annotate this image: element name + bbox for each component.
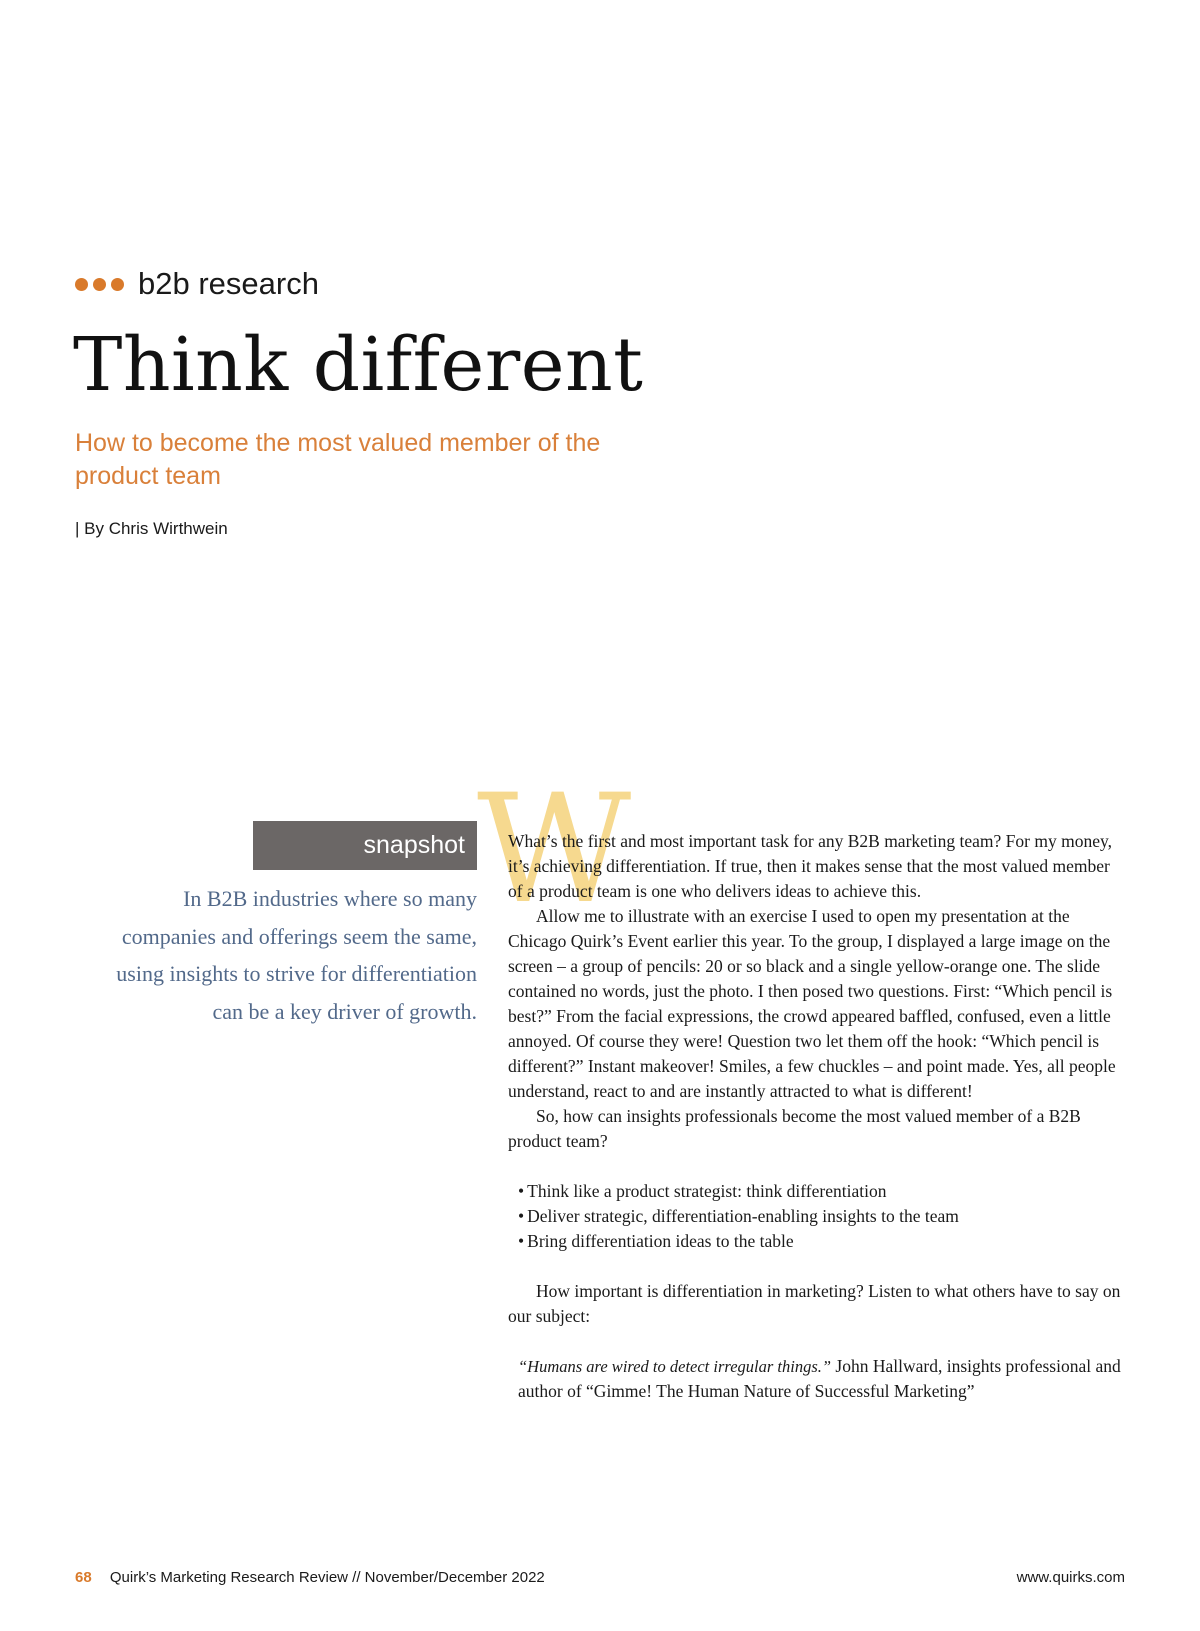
quote-text: “Humans are wired to detect irregular things.” [518,1357,832,1376]
article-paragraph: So, how can insights professionals become the most valued member of a B2B product team? [508,1106,1081,1151]
bullet-item: • Deliver strategic, differentiation-enabling insights to the team [518,1204,1126,1229]
footer-url: www.quirks.com [1016,1569,1125,1586]
article-subtitle: How to become the most valued member of the product team [75,429,601,490]
article-paragraph: Allow me to illustrate with an exercise I used to open my presentation at the Chicago Quirk’s Event earlier this year. To the group, I displayed a large image on the screen – a group of pencils: 20 or so black and a single yellow-orange one. The slide contained no words, just the photo. I then posed two questions. First: “Which pencil is best?” From the facial expressions, the crowd appeared baffled, confused, even a little annoyed. Of course they were! Question two let them off the hook: “Which pencil is different?” Instant makeover! Smiles, a few chuckles – and point made. Yes, all people understand, react to and are instantly attracted to what is different! [508,906,1116,1101]
snapshot-text: In B2B industries where so many companies and offerings seem the same, using insights to strive for differentiation can be a key driver of growth. [116,886,477,1024]
article-title: Think different [73,322,644,408]
publication-name: Quirk’s Marketing Research Review // November/December 2022 [109,1569,545,1586]
pull-quote [508,1354,1126,1404]
section-label: b2b research [138,266,319,301]
section-dots-icon [75,278,124,291]
bullet-item: • Bring differentiation ideas to the table [518,1229,1126,1254]
footer-left [75,1569,545,1586]
section-tag [75,266,319,302]
page-footer [75,1569,1125,1586]
drop-cap: W [477,763,632,937]
article-paragraph: What’s the first and most important task for any B2B marketing team? For my money, it’s achieving differentiation. If true, then it makes sense that the most valued member of a product team is one who delivers ideas to achieve this. [508,831,1112,901]
bullet-item: • Think like a product strategist: think differentiation [518,1179,1126,1204]
article-body [508,829,1126,1404]
quote-attribution: John Hallward, insights professional and author of “Gimme! The Human Nature of Successful Marketing” [518,1356,1121,1401]
bullet-list [508,1179,1126,1254]
page-number: 68 [75,1569,92,1586]
byline: | By Chris Wirthwein [75,519,228,538]
snapshot-label: snapshot [253,821,477,870]
article-paragraph: How important is differentiation in marketing? Listen to what others have to say on our subject: [508,1281,1121,1326]
